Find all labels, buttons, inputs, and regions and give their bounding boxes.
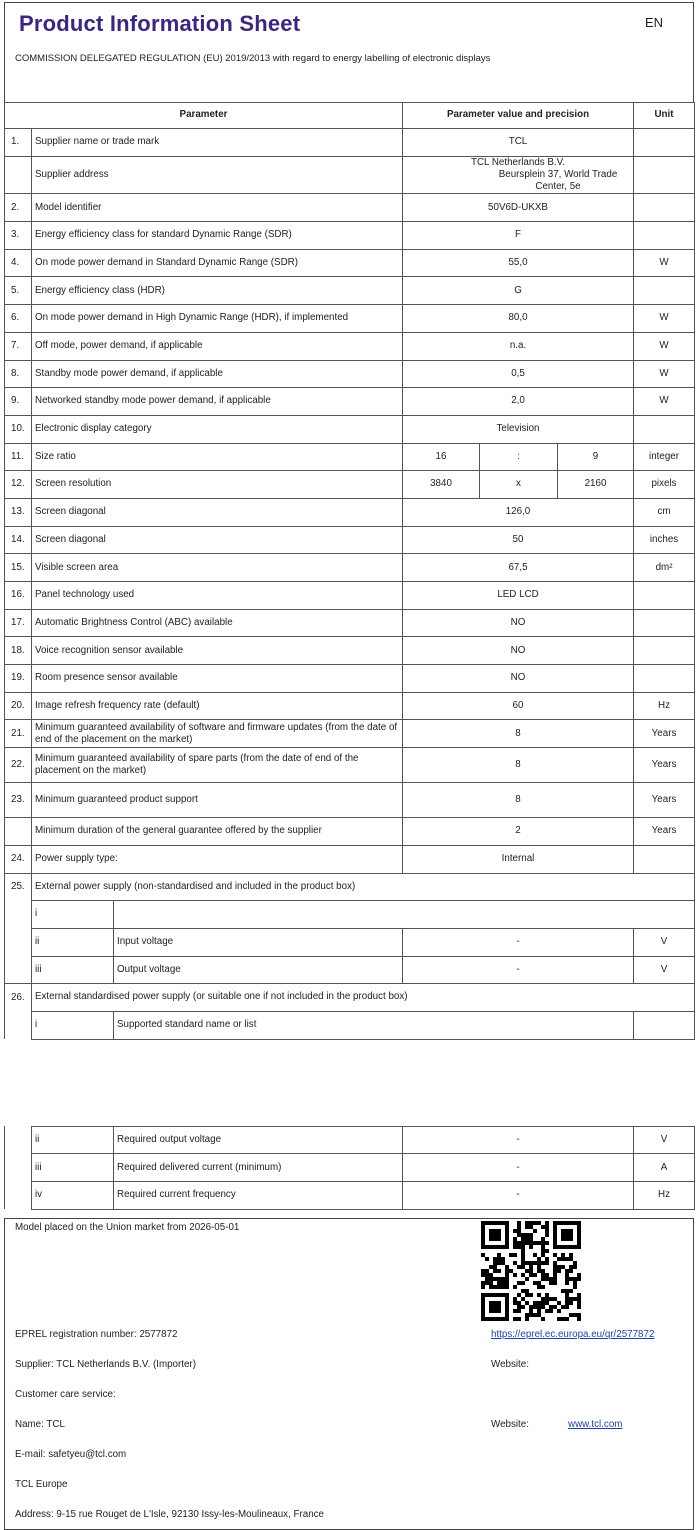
table-row	[5, 609, 695, 637]
table-row	[5, 305, 695, 333]
row-number: 26.	[5, 984, 32, 1012]
table-row	[5, 332, 695, 360]
row-unit	[634, 277, 695, 305]
sub-row	[5, 1011, 695, 1039]
row-parameter: Electronic display category	[32, 415, 403, 443]
row-number: 8.	[5, 360, 32, 388]
section-25-row	[5, 873, 695, 901]
table-row	[5, 498, 695, 526]
row-unit	[634, 637, 695, 665]
language-code: EN	[644, 15, 663, 30]
table-row	[5, 156, 695, 194]
row-number: 11.	[5, 443, 32, 471]
row-number: 14.	[5, 526, 32, 554]
row-number	[5, 818, 32, 846]
row-parameter: On mode power demand in Standard Dynamic Range (SDR)	[32, 249, 403, 277]
sub-row	[5, 928, 695, 956]
sub-label: Input voltage	[114, 928, 403, 956]
row-unit: Years	[634, 748, 695, 783]
sub-index: iv	[32, 1182, 114, 1210]
row-value-second: 9	[558, 443, 634, 471]
table-row	[5, 692, 695, 720]
page-break	[4, 1040, 694, 1126]
row-number: 16.	[5, 582, 32, 610]
sub-value: -	[403, 1154, 634, 1182]
sub-unit: V	[634, 928, 695, 956]
row-value: 50	[403, 526, 634, 554]
eprel-registration: EPREL registration number: 2577872	[15, 1328, 178, 1340]
parameter-table-continued	[4, 1126, 695, 1210]
table-row	[5, 748, 695, 783]
row-unit: Years	[634, 818, 695, 846]
row-value-separator: :	[480, 443, 558, 471]
row-parameter: Minimum guaranteed product support	[32, 783, 403, 818]
row-unit: W	[634, 360, 695, 388]
table-row	[5, 783, 695, 818]
row-unit	[634, 156, 695, 194]
row-value: LED LCD	[403, 582, 634, 610]
table-header-row	[5, 103, 695, 129]
row-parameter: Supplier name or trade mark	[32, 129, 403, 157]
sub-indent	[5, 901, 32, 929]
row-value: 60	[403, 692, 634, 720]
row-number: 1.	[5, 129, 32, 157]
row-number: 19.	[5, 665, 32, 693]
sub-label: Required delivered current (minimum)	[114, 1154, 403, 1182]
row-number: 7.	[5, 332, 32, 360]
table-row	[5, 471, 695, 499]
sub-row	[5, 1182, 695, 1210]
row-value: 80,0	[403, 305, 634, 333]
row-value: 2,0	[403, 388, 634, 416]
row-value: 50V6D-UKXB	[403, 194, 634, 222]
row-value: Television	[403, 415, 634, 443]
sub-label: Output voltage	[114, 956, 403, 984]
row-unit: cm	[634, 498, 695, 526]
row-parameter: Panel technology used	[32, 582, 403, 610]
row-parameter: Image refresh frequency rate (default)	[32, 692, 403, 720]
page-title: Product Information Sheet	[19, 11, 301, 36]
sub-index: iii	[32, 1154, 114, 1182]
sub-value: -	[403, 1182, 634, 1210]
column-header-parameter: Parameter	[5, 103, 403, 129]
row-number: 12.	[5, 471, 32, 499]
sub-row	[5, 1126, 695, 1154]
row-value: 126,0	[403, 498, 634, 526]
section-26-row	[5, 984, 695, 1012]
row-value: 8	[403, 783, 634, 818]
row-number: 24.	[5, 845, 32, 873]
care-email: E-mail: safetyeu@tcl.com	[15, 1448, 127, 1460]
row-number: 3.	[5, 222, 32, 250]
row-parameter: Room presence sensor available	[32, 665, 403, 693]
row-parameter: Automatic Brightness Control (ABC) available	[32, 609, 403, 637]
sub-label	[114, 901, 695, 929]
sub-value: -	[403, 956, 634, 984]
row-parameter: Off mode, power demand, if applicable	[32, 332, 403, 360]
row-unit	[634, 129, 695, 157]
row-parameter: Minimum guaranteed availability of spare parts (from the date of end of the placement on the market)	[32, 748, 403, 783]
row-value: G	[403, 277, 634, 305]
row-value: 2	[403, 818, 634, 846]
row-value: 0,5	[403, 360, 634, 388]
row-value-second: 2160	[558, 471, 634, 499]
table-row	[5, 720, 695, 748]
supplier-footer	[4, 1218, 694, 1530]
row-unit	[634, 222, 695, 250]
row-number	[5, 156, 32, 194]
sub-row	[5, 956, 695, 984]
row-value: 55,0	[403, 249, 634, 277]
table-row	[5, 249, 695, 277]
table-row	[5, 526, 695, 554]
row-number: 6.	[5, 305, 32, 333]
row-unit: W	[634, 305, 695, 333]
parameter-table	[4, 102, 695, 1040]
row-number: 4.	[5, 249, 32, 277]
market-date-text: Model placed on the Union market from 2026-05-01	[15, 1221, 240, 1233]
sub-index: i	[32, 901, 114, 929]
row-number: 2.	[5, 194, 32, 222]
table-row	[5, 277, 695, 305]
sub-unit: A	[634, 1154, 695, 1182]
sub-row	[5, 1154, 695, 1182]
row-unit: dm²	[634, 554, 695, 582]
row-unit: integer	[634, 443, 695, 471]
row-number: 9.	[5, 388, 32, 416]
row-unit	[634, 665, 695, 693]
sub-unit	[634, 1011, 695, 1039]
row-parameter: Power supply type:	[32, 845, 403, 873]
sub-indent	[5, 1011, 32, 1039]
row-unit: pixels	[634, 471, 695, 499]
product-information-sheet	[4, 2, 694, 1530]
sub-label: Required output voltage	[114, 1126, 403, 1154]
table-row	[5, 129, 695, 157]
company-address: Address: 9-15 rue Rouget de L'Isle, 92130 Issy-les-Moulineaux, France	[15, 1508, 325, 1520]
row-value	[403, 156, 634, 194]
row-parameter: Visible screen area	[32, 554, 403, 582]
table-row	[5, 818, 695, 846]
row-number: 18.	[5, 637, 32, 665]
row-parameter: Supplier address	[32, 156, 403, 194]
row-unit: W	[634, 249, 695, 277]
row-unit: W	[634, 332, 695, 360]
row-parameter: Screen diagonal	[32, 498, 403, 526]
row-number: 17.	[5, 609, 32, 637]
row-value: 8	[403, 748, 634, 783]
row-number: 5.	[5, 277, 32, 305]
company-name: TCL Europe	[15, 1478, 68, 1490]
row-number: 22.	[5, 748, 32, 783]
row-value: 67,5	[403, 554, 634, 582]
sub-index: i	[32, 1011, 114, 1039]
eprel-link[interactable]: https://eprel.ec.europa.eu/qr/2577872	[491, 1328, 655, 1340]
table-row	[5, 582, 695, 610]
table-row	[5, 443, 695, 471]
section-title: External standardised power supply (or suitable one if not included in the product box)	[32, 984, 695, 1012]
row-unit	[634, 194, 695, 222]
row-unit: inches	[634, 526, 695, 554]
row-unit: Years	[634, 783, 695, 818]
column-header-unit: Unit	[634, 103, 695, 129]
row-unit: Years	[634, 720, 695, 748]
address-line-1: TCL Netherlands B.V.	[470, 156, 566, 168]
table-row	[5, 360, 695, 388]
row-value: NO	[403, 609, 634, 637]
sub-indent	[5, 1182, 32, 1210]
row-number: 10.	[5, 415, 32, 443]
table-row	[5, 222, 695, 250]
table-row	[5, 554, 695, 582]
table-row	[5, 388, 695, 416]
sub-indent	[5, 1126, 32, 1154]
row-value: 8	[403, 720, 634, 748]
row-parameter: Networked standby mode power demand, if applicable	[32, 388, 403, 416]
sub-indent	[5, 1154, 32, 1182]
qr-code-icon[interactable]	[481, 1221, 581, 1321]
care-website-label: Website:	[491, 1418, 529, 1430]
row-value: n.a.	[403, 332, 634, 360]
row-value-first: 16	[403, 443, 480, 471]
regulation-text: COMMISSION DELEGATED REGULATION (EU) 2019/2013 with regard to energy labelling of electronic displays	[15, 53, 491, 64]
row-parameter: Screen resolution	[32, 471, 403, 499]
row-parameter: Screen diagonal	[32, 526, 403, 554]
sub-label: Supported standard name or list	[114, 1011, 634, 1039]
row-value: NO	[403, 665, 634, 693]
sub-row	[5, 901, 695, 929]
row-value: F	[403, 222, 634, 250]
row-parameter: Minimum duration of the general guarantee offered by the supplier	[32, 818, 403, 846]
table-row	[5, 665, 695, 693]
table-row	[5, 194, 695, 222]
row-number: 20.	[5, 692, 32, 720]
row-number: 25.	[5, 873, 32, 901]
sub-index: ii	[32, 928, 114, 956]
row-parameter: Voice recognition sensor available	[32, 637, 403, 665]
supplier-text: Supplier: TCL Netherlands B.V. (Importer)	[15, 1358, 196, 1370]
table-row	[5, 415, 695, 443]
sub-unit: V	[634, 956, 695, 984]
row-parameter: Standby mode power demand, if applicable	[32, 360, 403, 388]
website-label: Website:	[491, 1358, 529, 1370]
customer-care-label: Customer care service:	[15, 1388, 116, 1400]
sub-index: iii	[32, 956, 114, 984]
table-row	[5, 637, 695, 665]
row-value: TCL	[403, 129, 634, 157]
sub-value: -	[403, 1126, 634, 1154]
row-unit	[634, 415, 695, 443]
row-value: Internal	[403, 845, 634, 873]
sheet-header	[4, 2, 694, 102]
sub-indent	[5, 956, 32, 984]
row-value: NO	[403, 637, 634, 665]
row-unit: Hz	[634, 692, 695, 720]
sub-indent	[5, 928, 32, 956]
row-number: 15.	[5, 554, 32, 582]
row-unit	[634, 845, 695, 873]
table-row	[5, 845, 695, 873]
row-parameter: Minimum guaranteed availability of software and firmware updates (from the date of end of the placement on the market)	[32, 720, 403, 748]
address-line-2: Beursplein 37, World Trade Center, 5e	[498, 168, 618, 193]
row-value-separator: x	[480, 471, 558, 499]
row-parameter: Energy efficiency class for standard Dynamic Range (SDR)	[32, 222, 403, 250]
column-header-value: Parameter value and precision	[403, 103, 634, 129]
sub-value: -	[403, 928, 634, 956]
row-number: 23.	[5, 783, 32, 818]
row-parameter: Energy efficiency class (HDR)	[32, 277, 403, 305]
sub-unit: V	[634, 1126, 695, 1154]
care-website-link[interactable]: www.tcl.com	[568, 1418, 623, 1430]
row-parameter: Model identifier	[32, 194, 403, 222]
row-unit	[634, 582, 695, 610]
row-value-first: 3840	[403, 471, 480, 499]
row-parameter: On mode power demand in High Dynamic Range (HDR), if implemented	[32, 305, 403, 333]
row-unit: W	[634, 388, 695, 416]
row-parameter: Size ratio	[32, 443, 403, 471]
row-number: 13.	[5, 498, 32, 526]
row-unit	[634, 609, 695, 637]
sub-unit: Hz	[634, 1182, 695, 1210]
sub-label: Required current frequency	[114, 1182, 403, 1210]
row-number: 21.	[5, 720, 32, 748]
care-name: Name: TCL	[15, 1418, 65, 1430]
sub-index: ii	[32, 1126, 114, 1154]
section-title: External power supply (non-standardised and included in the product box)	[32, 873, 695, 901]
